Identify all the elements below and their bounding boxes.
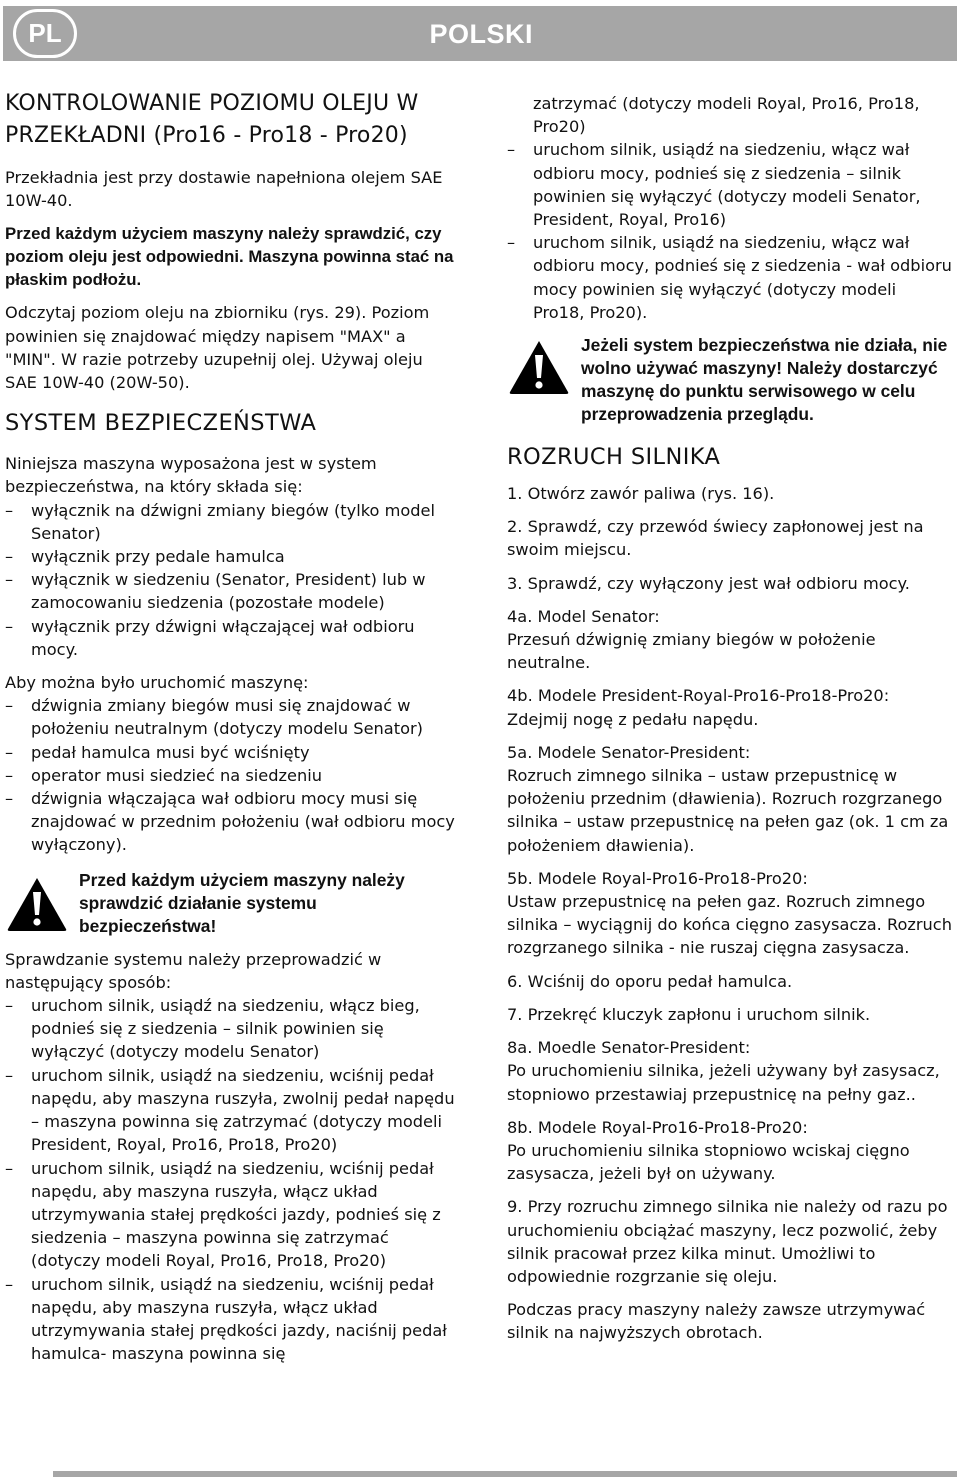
warning-text: Jeżeli system bezpieczeństwa nie działa, nie wolno używać maszyny! Należy dostarczyć maszynę do punktu serwisowego w celu przeprowadzenia przeglądu. [581,335,948,425]
step-item: 2. Sprawdź, czy przewód świecy zapłonowej jest na swoim miejscu. [507,517,924,560]
list-item: – pedał hamulca musi być wciśnięty [5,741,457,764]
header-bar [3,6,957,61]
step-item: 4b. Modele President-Royal-Pro16-Pro18-Pro20: Zdejmij nogę z pedału napędu. [507,686,890,729]
list-item: – uruchom silnik, usiądź na siedzeniu, włącz wał odbioru mocy, podnieś się z siedzenia – silnik powinien się wyłączyć (dotyczy modeli Senator, President, Royal, Pro16) [507,138,952,231]
step-item: 6. Wciśnij do oporu pedał hamulca. [507,971,793,991]
warning-text: Przed każdym użyciem maszyny należy sprawdzić działanie systemu bezpieczeństwa! [79,869,405,936]
list-item: – operator musi siedzieć na siedzeniu [5,764,457,787]
step-item: 5b. Modele Royal-Pro16-Pro18-Pro20: Ustaw przepustnicę na pełen gaz. Rozruch zimnego silnika – wyciągnij do końca cięgno zasysacza. Rozruch rozgrzanego silnika - nie ruszaj cięgna zasysacza. [507,868,952,958]
list-item: – wyłącznik przy dźwigni włączającej wał odbioru mocy. [5,615,457,661]
warning-triangle-icon [507,338,571,396]
warning-triangle-icon [5,875,69,933]
step-item: Podczas pracy maszyny należy zawsze utrzymywać silnik na najwyższych obrotach. [507,1300,926,1343]
list-item: – wyłącznik w siedzeniu (Senator, President) lub w zamocowaniu siedzenia (pozostałe modele) [5,568,457,614]
step-item: 1. Otwórz zawór paliwa (rys. 16). [507,484,775,504]
list-item: – wyłącznik przy pedale hamulca [5,545,457,568]
step-item: 9. Przy rozruchu zimnego silnika nie należy od razu po uruchomieniu obciążać maszyny, lecz pozwolić, żeby silnik pracował przez kilka minut. Umożliwi to odpowiednie rozgrzanie się oleju. [507,1197,948,1286]
list-item: – dźwignia włączająca wał odbioru mocy musi się znajdować w przednim położeniu (wał odbioru mocy wyłączony). [5,787,457,857]
paragraph-oil-check-bold: Przed każdym użyciem maszyny należy sprawdzić, czy poziom oleju jest odpowiedni. Maszyna powinna stać na płaskim podłożu. [5,224,454,290]
list-start-conditions [5,694,457,856]
list-item: – uruchom silnik, usiądź na siedzeniu, włącz wał odbioru mocy, podnieś się z siedzenia - wał odbioru mocy powinien się wyłączyć (dotyczy modeli Pro18, Pro20). [507,231,952,324]
left-column [5,88,457,1365]
list-item: – uruchom silnik, usiądź na siedzeniu, wciśnij pedał napędu, aby maszyna ruszyła, zwolnij pedał napędu – maszyna powinna się zatrzymać (dotyczy modeli President, Royal, Pro16, Pro18, Pro20) [5,1064,457,1157]
list-safety-switches [5,499,457,661]
paragraph-start-conditions: Aby można było uruchomić maszynę: [5,673,309,693]
warning-block-service [507,334,952,426]
heading-safety-system: SYSTEM BEZPIECZEŃSTWA [5,410,317,437]
list-check-procedure [5,994,457,1365]
list-item: – dźwignia zmiany biegów musi się znajdować w położeniu neutralnym (dotyczy modelu Senator) [5,694,457,740]
list-check-procedure-continued [507,138,952,324]
list-item: – uruchom silnik, usiądź na siedzeniu, wciśnij pedał napędu, aby maszyna ruszyła, włącz układ utrzymywania stałej prędkości jazdy, podnieś się z siedzenia – maszyna powinna się zatrzymać (dotyczy modeli Royal, Pro16, Pro18, Pro20) [5,1157,457,1273]
step-item: 5a. Modele Senator-President: Rozruch zimnego silnika – ustaw przepustnicę w położeniu przednim (dławienia). Rozruch rozgrzanego silnika – ustaw przepustnicę na pełen gaz (ok. 1 cm za położeniem dławienia). [507,742,949,855]
list-item: – uruchom silnik, usiądź na siedzeniu, włącz bieg, podnieś się z siedzenia – silnik powinien się wyłączyć (dotyczy modelu Senator) [5,994,457,1064]
language-title: POLSKI [429,19,533,49]
step-item: 4a. Model Senator: Przesuń dźwignię zmiany biegów w położenie neutralne. [507,606,876,673]
language-badge: PL [13,9,77,58]
heading-oil-level: KONTROLOWANIE POZIOMU OLEJU W PRZEKŁADNI (Pro16 - Pro18 - Pro20) [5,91,419,148]
heading-engine-start: ROZRUCH SILNIKA [507,444,721,471]
engine-start-steps [507,482,952,1345]
warning-block-check-safety [5,869,457,938]
step-item: 8a. Moedle Senator-President: Po uruchomieniu silnika, jeżeli używany był zasysacz, stopniowo przestawiaj przepustnicę na pełny gaz.. [507,1038,940,1104]
step-item: 7. Przekręć kluczyk zapłonu i uruchom silnik. [507,1004,871,1024]
paragraph-oil-reading: Odczytaj poziom oleju na zbiorniku (rys. 29). Poziom powinien się znajdować między napisem "MAX" a "MIN". W razie potrzeby uzupełnij olej. Używaj oleju SAE 10W-40 (20W-50). [5,303,430,393]
paragraph-check-procedure: Sprawdzanie systemu należy przeprowadzić w następujący sposób: [5,949,382,992]
footer-bar [53,1471,957,1477]
paragraph-continued: zatrzymać (dotyczy modeli Royal, Pro16, Pro18, Pro20) [533,94,920,137]
paragraph-safety-intro: Niniejsza maszyna wyposażona jest w system bezpieczeństwa, na który składa się: [5,454,377,497]
right-column [507,92,952,1345]
paragraph-oil-delivery: Przekładnia jest przy dostawie napełniona olejem SAE 10W-40. [5,168,443,211]
step-item: 8b. Modele Royal-Pro16-Pro18-Pro20: Po uruchomieniu silnika stopniowo wciskaj cięgno zasysacza, jeżeli był on używany. [507,1117,910,1184]
step-item: 3. Sprawdź, czy wyłączony jest wał odbioru mocy. [507,573,910,593]
list-item: – uruchom silnik, usiądź na siedzeniu, wciśnij pedał napędu, aby maszyna ruszyła, włącz układ utrzymywania stałej prędkości jazdy, naciśnij pedał hamulca- maszyna powinna się [5,1273,457,1366]
list-item: – wyłącznik na dźwigni zmiany biegów (tylko model Senator) [5,499,457,545]
